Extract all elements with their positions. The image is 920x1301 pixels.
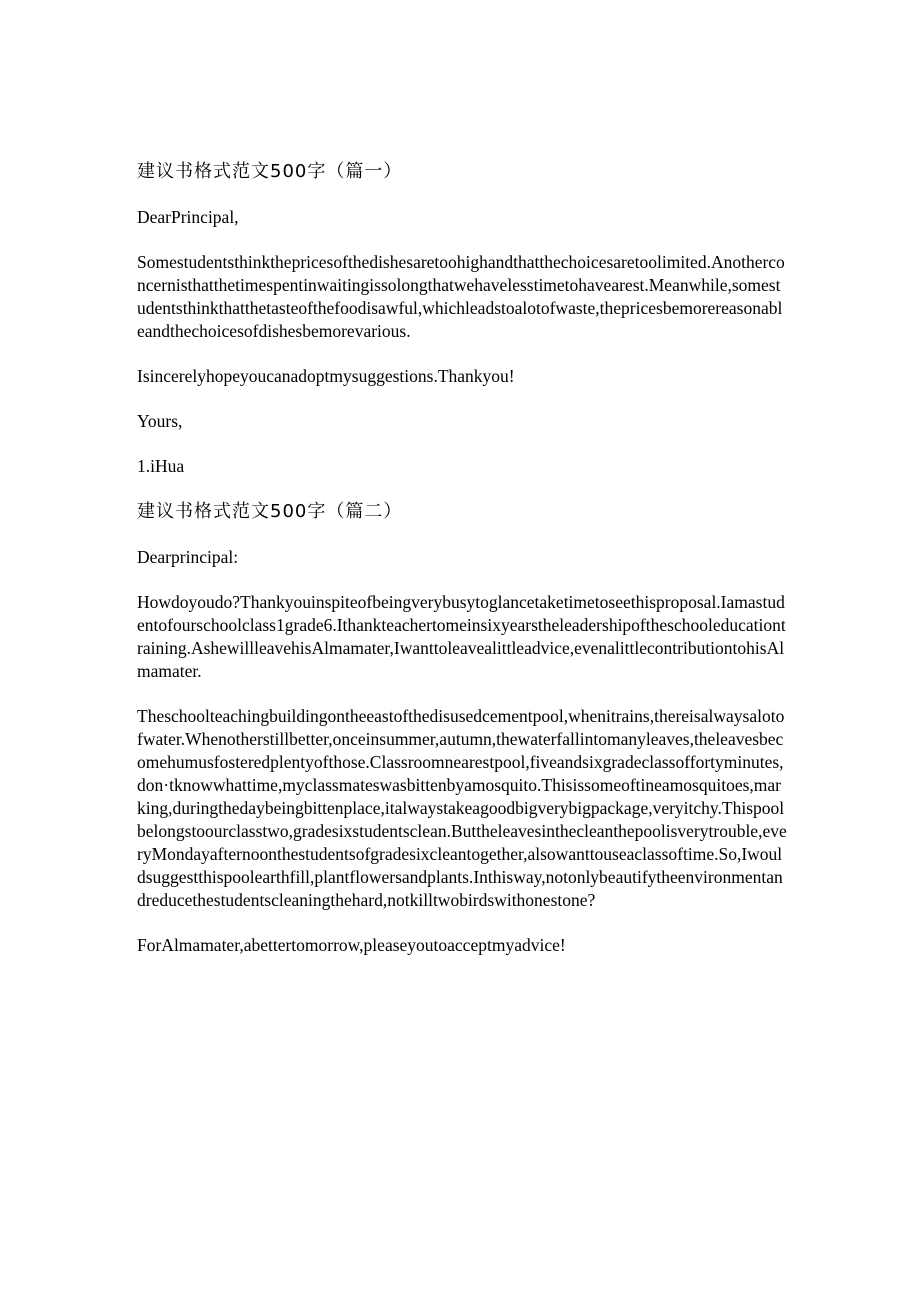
letter2-paragraph-1: Howdoyoudo?Thankyouinspiteofbeingverybusytoglancetaketimetoseethisproposal.Iamastudentofourschoolclass1grade6.Ithankteachertomeinsixyearstheleadershipoftheschooleducationtraining.AshewillleavehisAlmamater,Iwanttoleavealittleadvice,evenalittlecontributiontohisAlmamater. [137, 592, 786, 681]
letter2-salutation: Dearprincipal: [137, 547, 239, 567]
letter1-salutation: DearPrincipal, [137, 207, 239, 227]
letter2-heading: 建议书格式范文500字（篇二） [137, 501, 403, 522]
letter1-valediction: Yours, [137, 411, 183, 431]
letter1-closing-line: Isincerelyhopeyoucanadoptmysuggestions.Thankyou! [137, 366, 515, 386]
letter1-signature: 1.iHua [137, 456, 185, 476]
letter1-body: Somestudentsthinkthepricesofthedishesaretoohighandthatthechoicesaretoolimited.Anotherconcernisthatthetimespentinwaitingissolongthatwehavelesstimetohavearest.Meanwhile,somestudentsthinkthatthetasteofthefoodisawful,whichleadstoalotofwaste,thepricesbemorereasonableandthechoicesofdishesbemorevarious. [137, 252, 785, 341]
letter1-heading: 建议书格式范文500字（篇一） [137, 161, 403, 182]
document-content [137, 160, 787, 979]
letter2-paragraph-3: ForAlmamater,abettertomorrow,pleaseyoutoacceptmyadvice! [137, 935, 566, 955]
letter2-paragraph-2: Theschoolteachingbuildingontheeastofthedisusedcementpool,whenitrains,thereisalwaysalotofwater.Whenotherstillbetter,onceinsummer,autumn,thewaterfallintomanyleaves,theleavesbecomehumusfosteredplentyofthose.Classroomnearestpool,fiveandsixgradeclassoffortyminutes,don·tknowwhattime,myclassmateswasbittenbyamosquito.Thisissomeoftineamosquitoes,marking,duringthedaybeingbittenplace,italwaystakeagoodbigverybigpackage,veryitchy.Thispoolbelongstoourclasstwo,gradesixstudentsclean.Buttheleavesinthecleanthepoolisverytrouble,everyMondayafternoonthestudentsofgradesixcleantogether,alsowanttouseaclassoftime.So,Iwouldsuggestthispoolearthfill,plantflowersandplants.Inthisway,notonlybeautifytheenvironmentandreducethestudentscleaningthehard,notkilltwobirdswithonestone? [137, 706, 787, 910]
